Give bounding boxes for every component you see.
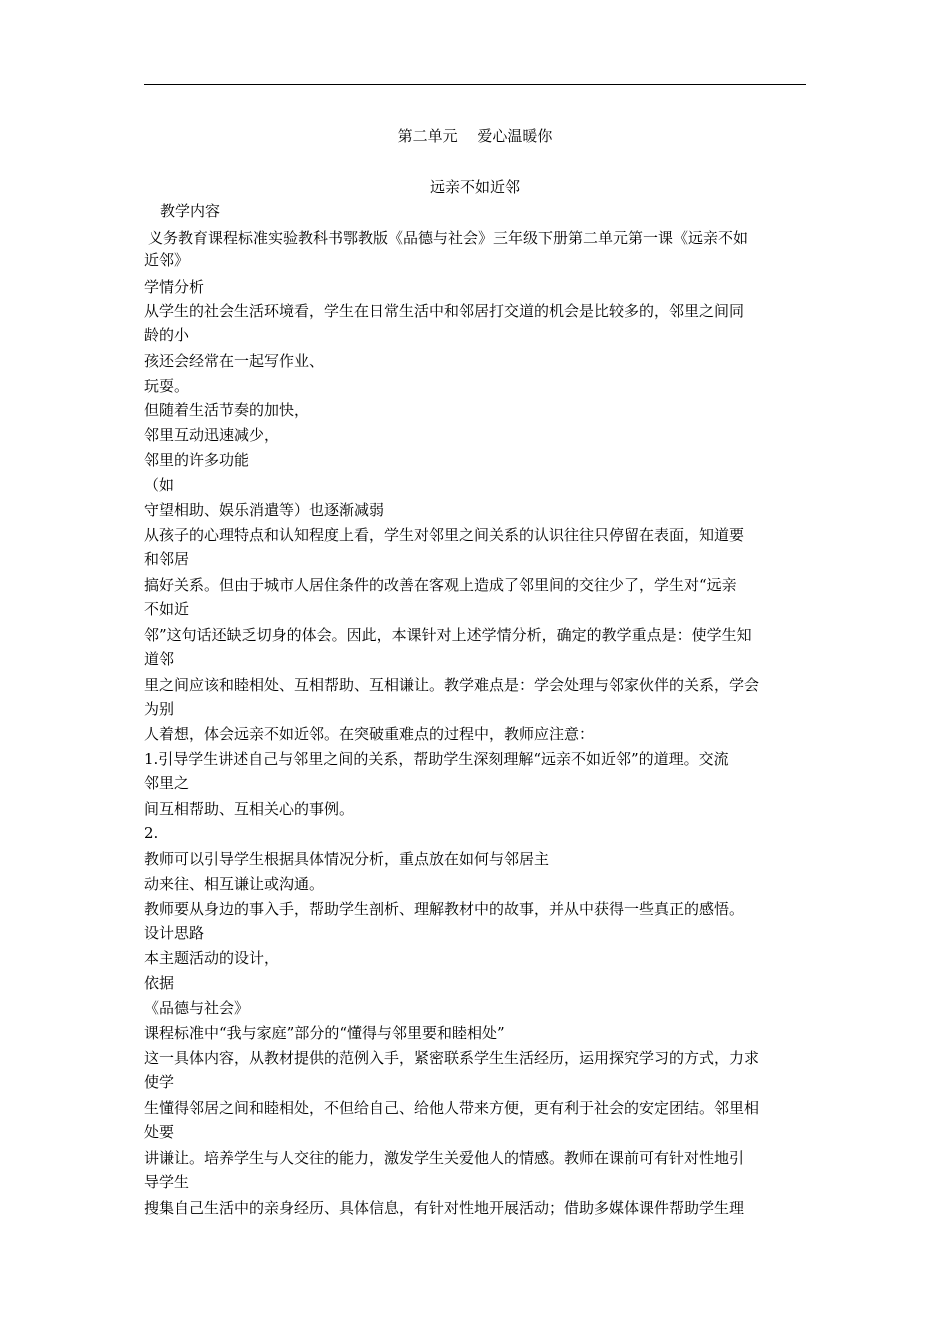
body-line: 课程标准中“我与家庭”部分的“懂得与邻里要和睦相处” [144, 1024, 505, 1042]
body-line: 教师可以引导学生根据具体情况分析，重点放在如何与邻居主 [144, 850, 550, 868]
body-line: 生懂得邻居之间和睦相处，不但给自己、给他人带来方便，更有利于社会的安定团结。邻里相 [144, 1099, 760, 1117]
body-line: （如 [144, 476, 175, 494]
body-line: 讲谦让。培养学生与人交往的能力，激发学生关爱他人的情感。教师在课前可有针对性地引 [144, 1149, 745, 1167]
body-line: 从孩子的心理特点和认知程度上看，学生对邻里之间关系的认识往往只停留在表面，知道要 [144, 526, 745, 544]
body-line: 和邻居 [144, 550, 190, 568]
body-line: 里之间应该和睦相处、互相帮助、互相谦让。教学难点是：学会处理与邻家伙伴的关系，学会 [144, 676, 760, 694]
body-line: 处要 [144, 1123, 175, 1141]
body-line: 近邻》 [144, 251, 190, 269]
body-line: 2. [144, 824, 159, 842]
body-line: 邻里互动迅速减少， [144, 426, 280, 444]
body-line: 邻”这句话还缺乏切身的体会。因此，本课针对上述学情分析，确定的教学重点是：使学生知 [144, 626, 752, 644]
heading-design-idea: 设计思路 [144, 924, 205, 942]
body-line: 邻里的许多功能 [144, 451, 250, 469]
body-line: 守望相助、娱乐消遣等）也逐渐减弱 [144, 501, 385, 519]
heading-teaching-content: 教学内容 [160, 202, 221, 220]
header-rule [144, 84, 806, 85]
body-line: 导学生 [144, 1173, 190, 1191]
body-line: 动来往、相互谦让或沟通。 [144, 875, 325, 893]
body-line: 本主题活动的设计， [144, 949, 280, 967]
body-line: 人着想，体会远亲不如近邻。在突破重难点的过程中，教师应注意： [144, 725, 595, 743]
body-line: 搞好关系。但由于城市人居住条件的改善在客观上造成了邻里间的交往少了，学生对“远亲 [144, 576, 737, 594]
body-line: 不如近 [144, 600, 190, 618]
unit-title: 第二单元 爱心温暖你 [397, 127, 553, 145]
body-line: 玩耍。 [144, 377, 190, 395]
body-line: 依据 [144, 974, 175, 992]
body-line: 义务教育课程标准实验教科书鄂教版《品德与社会》三年级下册第二单元第一课《远亲不如 [148, 229, 749, 247]
body-line: 搜集自己生活中的亲身经历、具体信息，有针对性地开展活动；借助多媒体课件帮助学生理 [144, 1199, 745, 1217]
body-line: 教师要从身边的事入手，帮助学生剖析、理解教材中的故事，并从中获得一些真正的感悟。 [144, 900, 745, 918]
body-line: 这一具体内容，从教材提供的范例入手，紧密联系学生生活经历，运用探究学习的方式，力求 [144, 1049, 760, 1067]
body-line: 从学生的社会生活环境看，学生在日常生活中和邻居打交道的机会是比较多的，邻里之间同 [144, 302, 745, 320]
heading-learner-analysis: 学情分析 [144, 278, 205, 296]
body-line: 邻里之 [144, 774, 190, 792]
body-line: 龄的小 [144, 326, 190, 344]
lesson-title: 远亲不如近邻 [429, 178, 520, 196]
body-line: 但随着生活节奏的加快， [144, 401, 310, 419]
body-line: 为别 [144, 700, 175, 718]
body-line: 《品德与社会》 [144, 999, 250, 1017]
body-line: 1.引导学生讲述自己与邻里之间的关系，帮助学生深刻理解“远亲不如近邻”的道理。交流 [144, 750, 729, 768]
body-line: 使学 [144, 1073, 175, 1091]
body-line: 道邻 [144, 650, 175, 668]
body-line: 孩还会经常在一起写作业、 [144, 352, 325, 370]
body-line: 间互相帮助、互相关心的事例。 [144, 800, 355, 818]
